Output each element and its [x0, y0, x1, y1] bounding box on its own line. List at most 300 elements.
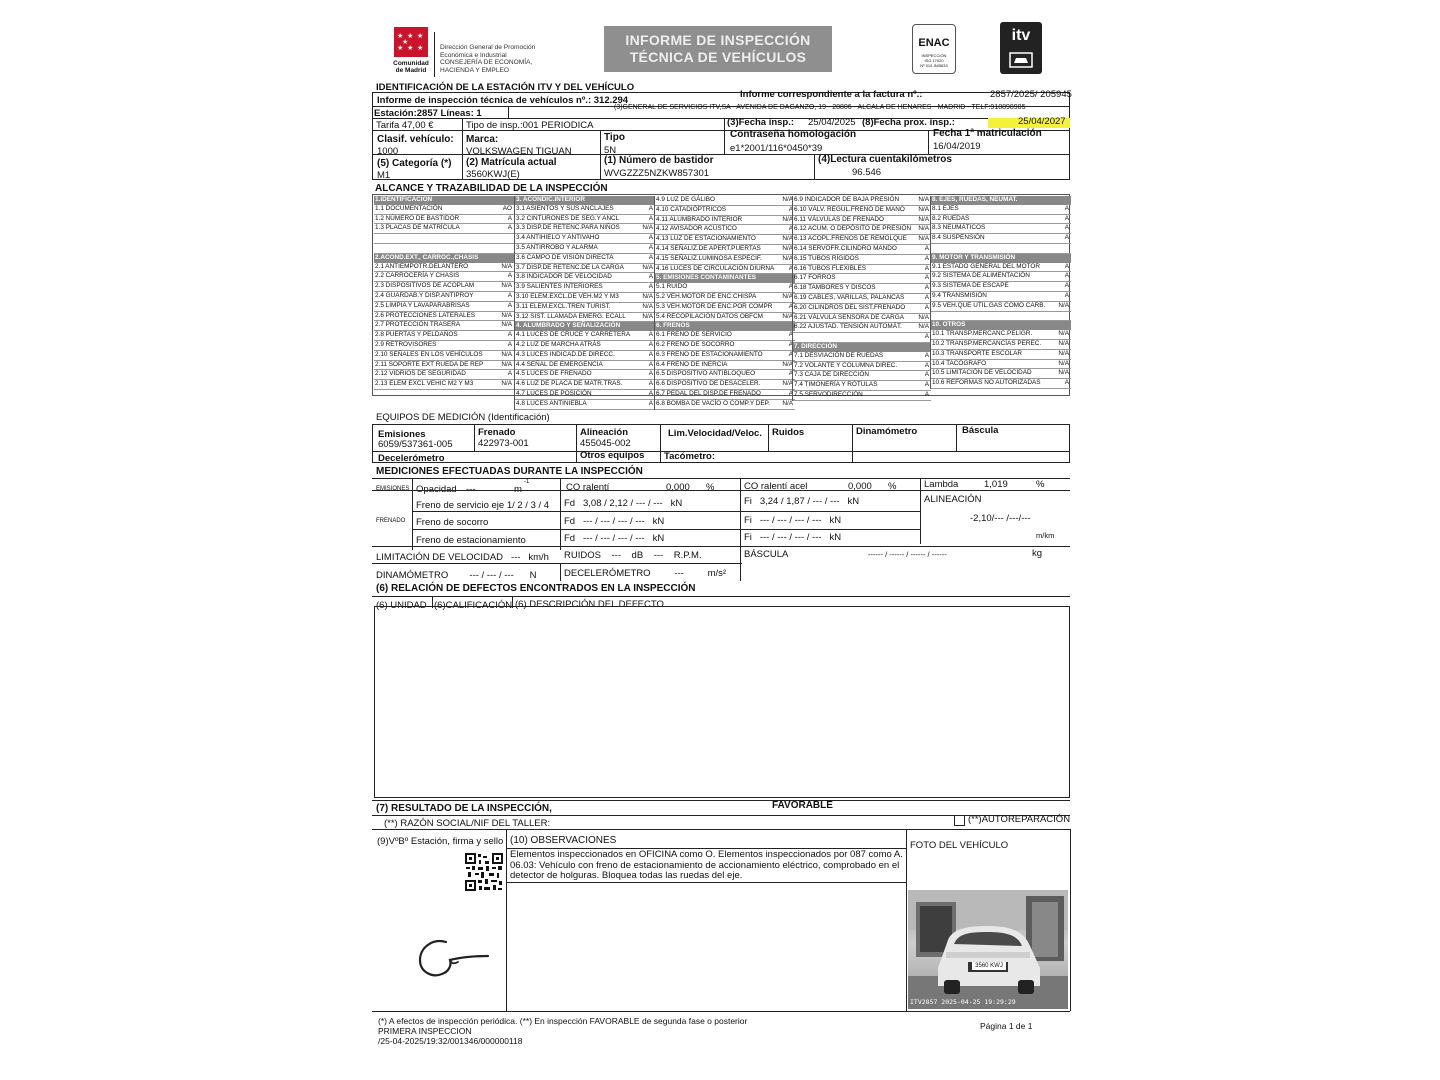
scope-item-label: 7.3 CAJA DE DIRECCIÓN: [794, 371, 869, 379]
scope-item-value: A: [788, 264, 793, 272]
scope-item-value: A: [648, 204, 653, 212]
m-opacidad: ---: [466, 484, 476, 495]
scope-item: [374, 282, 514, 292]
scope-item: [793, 216, 931, 226]
scope-item: [374, 244, 514, 254]
scope-item: [793, 225, 931, 235]
scope-item: [515, 264, 655, 274]
m-limvel: LIMITACIÓN DE VELOCIDAD --- km/h: [376, 552, 549, 563]
category-value: M1: [377, 170, 391, 181]
scope-item-label: 2.6 PROTECCIONES LATERALES: [375, 311, 476, 319]
vehicle-photo: [908, 890, 1068, 1009]
scope-item-label: 1.2 NÚMERO DE BASTIDOR: [375, 214, 460, 222]
scope-item-label: 9.4 TRANSMISIÓN: [932, 291, 987, 299]
scope-item: [374, 292, 514, 302]
m-opacidad-label: Opacidad: [416, 484, 457, 495]
scope-item: [515, 331, 655, 341]
scope-item: [655, 245, 795, 255]
svg-text:★: ★: [397, 44, 404, 52]
scope-item-value: A: [788, 205, 793, 213]
clasif-value: 1000: [377, 146, 399, 157]
scope-item-value: N/A: [918, 313, 929, 321]
odometer-label: (4)Lectura cuentakilómetros: [818, 154, 952, 165]
scope-item-label: 9.5 VEH.QUE UTIL.GAS COMO CARB.: [932, 301, 1046, 309]
scope-item-label: 5.4 RECOPILACIÓN DATOS OBFCM: [656, 312, 764, 320]
report-number: Informe de inspección técnica de vehículos nº.: 312.294: [377, 95, 629, 106]
scope-item: [655, 235, 795, 245]
scope-item-value: N/A: [501, 262, 512, 270]
scope-item-label: 2.13 ELEM EXCL VEHIC M2 Y M3: [375, 380, 474, 388]
m-decelerometro: DECELERÓMETRO --- m/s²: [564, 568, 727, 579]
scope-item: [655, 303, 795, 313]
vb-label: (9)VºBº Estación, firma y sello: [377, 836, 504, 847]
scope-item-label: 2.2 CARROCERÍA Y CHASIS: [375, 272, 460, 280]
next-insp-date: 25/04/2027: [1018, 116, 1066, 127]
scope-item: [655, 400, 795, 410]
scope-item: [655, 206, 795, 216]
m-alineacion: -2,10/--- /---/---: [970, 513, 1031, 524]
eq-frenado: 422973-001: [478, 438, 529, 449]
scope-item-label: 2.5 LIMPIA Y LAVAPARABRISAS: [375, 301, 470, 309]
scope-item-label: 8.2 RUEDAS: [932, 214, 970, 222]
vin-label: (1) Número de bastidor: [604, 155, 714, 166]
scope-section-header: [515, 322, 655, 331]
m-lambda-label: Lambda: [924, 479, 959, 490]
scope-item-label: 4.6 LUZ DE PLACA DE MATR.TRAS.: [516, 380, 623, 388]
scope-item-label: 6.11 VÁLVULAS DE FRENADO: [794, 215, 884, 223]
m-co-label: CO ralentí: [566, 482, 610, 493]
scope-item-label: 4.16 LUCES DE CIRCULACIÓN DIURNA: [656, 264, 775, 272]
scope-item: [515, 273, 655, 283]
invoice-value: 2857/2025/ 205945: [990, 89, 1072, 100]
scope-item: [655, 351, 795, 361]
scope-item: [793, 255, 931, 265]
equipment-title: EQUIPOS DE MEDICIÓN (Identificación): [376, 412, 550, 423]
col-descripcion: (6) DESCRIPCIÓN DEL DEFECTO: [515, 599, 664, 610]
scope-item-value: A: [507, 224, 512, 232]
scope-item: [374, 370, 514, 380]
scope-item: [515, 293, 655, 303]
scope-item-value: N/A: [501, 321, 512, 329]
scope-item-label: 9.1 ESTADO GENERAL DEL MOTOR: [932, 262, 1040, 270]
scope-column: [792, 196, 931, 401]
col-unidad: (6) UNIDAD: [376, 600, 427, 611]
scope-item-value: A: [924, 254, 929, 262]
m-estac-label: Freno de estacionamiento: [416, 535, 526, 546]
scope-item-value: A: [788, 389, 793, 397]
vin-value: WVGZZZ5NZKW857301: [604, 168, 710, 179]
scope-item-label: 4.14 SEÑALIZ.DE APERT.PUERTAS: [656, 244, 761, 252]
scope-item-label: 4.13 LUZ DE ESTACIONAMIENTO: [656, 235, 756, 243]
scope-item: [655, 341, 795, 351]
scope-item: [931, 234, 1071, 244]
itv-logo: itv: [1000, 22, 1042, 74]
scope-item-label: 4.10 CATADIÓPTRICOS: [656, 205, 727, 213]
scope-item-value: A: [1064, 272, 1069, 280]
scope-item-label: 8.3 NEUMÁTICOS: [932, 224, 986, 232]
scope-item: [374, 302, 514, 312]
m-frenado-label: FRENADO: [376, 518, 406, 524]
scope-item-value: A: [788, 225, 793, 233]
scope-item: [374, 215, 514, 225]
scope-item: [374, 341, 514, 351]
scope-item-label: 6.19 CABLES, VARILLAS, PALANCAS: [794, 293, 905, 301]
scope-item: [515, 254, 655, 264]
scope-item: [655, 361, 795, 371]
scope-item: [793, 314, 931, 324]
m-bascula-unit: kg: [1032, 548, 1043, 559]
scope-item-label: 5.3 VEH.MOTOR DE ENC.POR COMPR: [656, 302, 773, 310]
scope-item-value: A: [924, 361, 929, 369]
svg-text:★: ★: [417, 32, 424, 40]
scope-item: [793, 371, 931, 381]
scope-item-value: N/A: [642, 224, 653, 232]
scope-item-label: 7.2 VOLANTE Y COLUMNA DIREC.: [794, 361, 898, 369]
scope-item-value: N/A: [918, 235, 929, 243]
eq-ruidos-label: Ruidos: [772, 427, 805, 438]
scope-item-label: 1.1 DOCUMENTACIÓN: [375, 204, 443, 212]
m-opacidad-unit: m: [514, 484, 522, 495]
scope-item-label: 4.12 AVISADOR ACÚSTICO: [656, 225, 737, 233]
scope-item-value: N/A: [501, 350, 512, 358]
scope-section-header: [515, 196, 655, 205]
scope-section-header: [931, 321, 1071, 330]
m-socorro-fi: Fi --- / --- / --- / --- kN: [744, 515, 842, 526]
scope-item-value: A: [648, 350, 653, 358]
scope-item: [655, 196, 795, 206]
scope-item: [931, 215, 1071, 225]
svg-text:★: ★: [407, 44, 414, 52]
scope-item-value: A: [1064, 262, 1069, 270]
scope-item-value: A: [507, 370, 512, 378]
measurements-title: MEDICIONES EFECTUADAS DURANTE LA INSPECCIÓN: [376, 466, 643, 477]
next-insp-label: (8)Fecha prox. insp.:: [862, 117, 955, 128]
scope-item-value: N/A: [782, 360, 793, 368]
scope-item: [931, 224, 1071, 234]
scope-item: [931, 263, 1071, 273]
eq-dinamometro-label: Dinamómetro: [856, 426, 918, 437]
scope-item-value: N/A: [1058, 359, 1069, 367]
scope-item: [931, 292, 1071, 302]
scope-item-value: N/A: [1058, 369, 1069, 377]
scope-item-label: 3.8 INDICADOR DE VELOCIDAD: [516, 273, 612, 281]
scope-item: [374, 205, 514, 215]
scope-section-header: [931, 196, 1071, 205]
scope-item-label: 2.ACOND.EXT., CARROC.,CHASIS: [375, 253, 479, 261]
registration-date: 16/04/2019: [933, 141, 981, 152]
scope-item-label: 6.21 VÁLVULA SENSORA DE CARGA: [794, 313, 904, 321]
scope-item-value: A: [788, 283, 793, 291]
scope-column: [514, 196, 655, 410]
scope-item: [793, 333, 931, 343]
m-socorro-fd: Fd --- / --- / --- / --- kN: [564, 516, 665, 527]
scope-item-value: A: [924, 293, 929, 301]
observations-text: Elementos inspeccionados en OFICINA como O. Elementos inspeccionados por 087 como A. 06.03: Vehículo con freno de estacionamiento de accionamiento eléctrico, comprobado en el detector de holguras. Bloquea todas las ruedas del eje.: [510, 849, 903, 881]
inspection-type: Tipo de insp.:001 PERIODICA: [466, 120, 594, 131]
homolog-label: Contraseña homologación: [730, 129, 857, 140]
scope-item: [793, 206, 931, 216]
scope-item: [655, 255, 795, 265]
svg-text:★: ★: [402, 38, 409, 46]
scope-item-label: 4.11 ALUMBRADO INTERIOR: [656, 215, 743, 223]
scope-item: [793, 265, 931, 275]
scope-item: [931, 369, 1071, 379]
m-servicio-label: Freno de servicio eje 1/ 2 / 3 / 4: [416, 500, 550, 511]
scope-item-label: 2.1 ANTIEMPOTR.DELANTERO: [375, 262, 469, 270]
scope-item-label: 3.11 ELEM.EXCL.TREN TURIST.: [516, 302, 611, 310]
eq-limvel-label: Lim.Velocidad/Veloc.: [668, 428, 762, 439]
scope-item: [374, 224, 514, 234]
footer-code: /25-04-2025/19:32/001346/000000118: [378, 1036, 523, 1046]
scope-item-value: A: [648, 273, 653, 281]
insp-date-label: (3)Fecha insp.:: [727, 117, 795, 128]
m-socorro-label: Freno de socorro: [416, 517, 489, 528]
scope-item-label: 6.6 DISPOSITIVO DE DESACELER.: [656, 380, 761, 388]
brand-label: Marca:: [466, 134, 499, 145]
scope-item-value: A: [507, 272, 512, 280]
scope-item-label: 3.12 SIST. LLAMADA EMERG. ECALL: [516, 312, 626, 320]
scope-item-label: 3.3 DISP.DE RETENC.PARA NIÑOS: [516, 224, 620, 232]
signature-icon: [412, 934, 492, 982]
scope-item-label: 3.7 DISP.DE RETENC.DE LA CARGA: [516, 263, 624, 271]
m-co-unit: %: [706, 482, 715, 493]
scope-item: [515, 303, 655, 313]
car-icon: [1009, 52, 1033, 68]
m-co-acel-unit: %: [888, 481, 897, 492]
scope-item-value: A: [924, 381, 929, 389]
scope-item-value: N/A: [1058, 330, 1069, 338]
m-lambda: 1,019: [984, 479, 1008, 490]
result-label: (7) RESULTADO DE LA INSPECCIÓN,: [376, 803, 552, 814]
eq-alineacion: 455045-002: [580, 438, 631, 449]
scope-item-label: 10.1 TRANSP.MERCANC.PELIGR.: [932, 330, 1033, 338]
scope-item-label: 3. ACONDIC.INTERIOR: [516, 196, 585, 203]
scope-item-label: 6.7 PEDAL DEL DISP.DE FRENADO: [656, 389, 761, 397]
scope-item-label: 3.1 ASIENTOS Y SUS ANCLAJES: [516, 204, 614, 212]
m-ruidos: RUIDOS --- dB --- R.P.M.: [564, 550, 702, 561]
scope-item-value: N/A: [918, 323, 929, 331]
scope-item-label: 9.3 SISTEMA DE ESCAPE: [932, 282, 1009, 290]
scope-item: [931, 379, 1071, 389]
scope-item-value: N/A: [918, 205, 929, 213]
scope-item-label: 2.8 PUERTAS Y PELDAÑOS: [375, 331, 458, 339]
scope-item-value: A: [648, 399, 653, 407]
eq-tacometro-label: Tacómetro:: [664, 451, 716, 462]
scope-item-value: N/A: [782, 292, 793, 300]
scope-item-value: A: [924, 333, 929, 341]
scope-item: [793, 284, 931, 294]
scope-item-value: A: [788, 370, 793, 378]
scope-item-value: A: [507, 340, 512, 348]
photo-label: FOTO DEL VEHÍCULO: [910, 840, 1009, 851]
m-co: 0,000: [666, 482, 690, 493]
scope-item-label: 2.10 SEÑALES EN LOS VEHÍCULOS: [375, 350, 483, 358]
scope-item-label: 9. MOTOR Y TRANSMISIÓN: [932, 253, 1016, 261]
col-calificacion: (6)CALIFICACIÓN: [434, 600, 513, 611]
autoreparacion-label: (**)AUTOREPARACIÓN: [968, 814, 1071, 825]
m-emisiones-label: EMISIONES: [376, 486, 410, 492]
homolog-value: e1*2001/116*0450*39: [730, 143, 823, 154]
scope-section-header: [655, 274, 795, 283]
scope-item-label: 4.7 LUCES DE POSICIÓN: [516, 389, 592, 397]
m-co-acel-label: CO ralentí acel: [744, 481, 808, 492]
scope-item-label: 6.17 FORROS: [794, 274, 836, 282]
clasif-label: Clasif. vehículo:: [377, 134, 454, 145]
scope-item-value: A: [788, 340, 793, 348]
scope-item-label: 1.IDENTIFICACIÓN: [375, 196, 433, 203]
scope-item: [515, 224, 655, 234]
scope-item-label: 6.15 TUBOS RÍGIDOS: [794, 254, 859, 262]
scope-item-value: N/A: [501, 311, 512, 319]
m-lambda-unit: %: [1036, 479, 1045, 490]
scope-item: [655, 390, 795, 400]
scope-item: [793, 274, 931, 284]
scope-item-label: 7.4 TIMONERÍA Y RÓTULAS: [794, 381, 878, 389]
qr-code-icon: [464, 852, 504, 892]
station-lines: Estación:2857 Líneas: 1: [374, 108, 482, 119]
scope-item-label: 4.3 LUCES INDICAD.DE DIRECC.: [516, 350, 615, 358]
m-estac-fi: Fi --- / --- / --- / --- kN: [744, 532, 842, 543]
scope-item: [515, 351, 655, 361]
scope-item-label: 5.1 RUIDO: [656, 283, 688, 291]
scope-item: [374, 331, 514, 341]
scope-item-value: A: [648, 340, 653, 348]
scope-item-value: N/A: [782, 215, 793, 223]
org-lines: Dirección General de Promoción Económica e Industrial CONSEJERÍA DE ECONOMÍA, HACIENDA Y EMPLEO: [440, 44, 536, 74]
scope-item: [374, 321, 514, 331]
scope-item-label: 7.5 SERVODIRECCIÓN: [794, 390, 863, 398]
scope-section-header: [931, 254, 1071, 263]
scope-item: [515, 361, 655, 371]
scope-item: [515, 341, 655, 351]
scope-item-value: N/A: [1058, 339, 1069, 347]
scope-item-value: A: [1064, 214, 1069, 222]
scope-item-label: 6.14 SERVOFR.CILINDRO MANDO: [794, 244, 897, 252]
scope-item-value: A: [648, 389, 653, 397]
photo-plate: 3560 KWJ: [972, 962, 1006, 970]
scope-item-label: 2.12 VIDRIOS DE SEGURIDAD: [375, 370, 466, 378]
scope-item: [374, 263, 514, 273]
scope-item: [655, 370, 795, 380]
scope-item-value: N/A: [782, 399, 793, 407]
scope-item-label: 5. EMISIONES CONTAMINANTES: [656, 274, 757, 282]
station-section-title: IDENTIFICACIÓN DE LA ESTACIÓN ITV Y DEL VEHÍCULO: [376, 82, 635, 93]
scope-column: [654, 196, 795, 410]
m-estac-fd: Fd --- / --- / --- / --- kN: [564, 533, 665, 544]
scope-item: [793, 196, 931, 206]
eq-emisiones: 6059/537361-005: [378, 439, 453, 450]
observations-title: (10) OBSERVACIONES: [510, 835, 617, 846]
scope-item: [515, 205, 655, 215]
m-opacidad-exp: -1: [524, 479, 530, 485]
scope-item-value: A: [924, 303, 929, 311]
scope-item-value: A: [1064, 204, 1069, 212]
scope-title: ALCANCE Y TRAZABILIDAD DE LA INSPECCIÓN: [375, 183, 608, 194]
scope-item-value: A: [648, 380, 653, 388]
scope-item: [931, 360, 1071, 370]
defects-area: [374, 606, 1070, 798]
scope-item-value: A: [648, 253, 653, 261]
scope-item-label: 10.5 LIMITACIÓN DE VELOCIDAD: [932, 369, 1032, 377]
svg-text:★: ★: [417, 44, 424, 52]
scope-item: [793, 294, 931, 304]
scope-item: [515, 380, 655, 390]
scope-item-value: AO: [502, 204, 512, 212]
scope-item-value: A: [648, 331, 653, 339]
footer-primera: PRIMERA INSPECCION: [378, 1026, 472, 1036]
scope-column: [374, 196, 514, 390]
scope-item: [515, 313, 655, 323]
scope-item-value: A: [1064, 379, 1069, 387]
scope-item: [515, 215, 655, 225]
scope-item: [374, 312, 514, 322]
scope-item: [793, 362, 931, 372]
m-alineacion-label: ALINEACIÓN: [924, 494, 982, 505]
plate-value: 3560KWJ(E): [466, 169, 520, 180]
scope-item: [655, 216, 795, 226]
scope-item-label: 6.20 CILINDROS DEL SIST.FRENADO: [794, 303, 906, 311]
autoreparacion-checkbox[interactable]: [954, 815, 965, 826]
scope-item-label: 6.22 AJUSTAD. TENSIÓN AUTOMÁT.: [794, 323, 902, 331]
scope-section-header: [374, 254, 514, 263]
scope-item-value: A: [1064, 234, 1069, 242]
scope-item-label: 10.4 TACÓGRAFO: [932, 359, 987, 367]
scope-item-value: A: [648, 283, 653, 291]
scope-item-value: N/A: [642, 302, 653, 310]
org-region: Comunidad de Madrid: [393, 60, 429, 74]
scope-item: [793, 235, 931, 245]
scope-section-header: [374, 196, 514, 205]
scope-item: [515, 370, 655, 380]
station-company: (3)GENERAL DE SERVICIOS ITV,SA - AVENIDA DE DAGANZO, 19 - 28806 - ALCALA DE HENARES - MADRID - TELF:918898985: [614, 104, 1026, 111]
scope-item-label: 3.10 ELEM.EXCL.DE VEH.M2 Y M3: [516, 292, 619, 300]
m-servicio-fi: Fi 3,24 / 1,87 / --- / --- kN: [744, 496, 860, 507]
scope-item: [793, 245, 931, 255]
scope-item: [515, 244, 655, 254]
m-co-acel: 0,000: [848, 481, 872, 492]
result-value: FAVORABLE: [772, 800, 833, 811]
scope-item-label: 6.3 FRENO DE ESTACIONAMIENTO: [656, 350, 763, 358]
scope-item: [374, 380, 514, 390]
scope-item-label: 2.9 RETROVISORES: [375, 340, 437, 348]
scope-item: [793, 323, 931, 333]
scope-item-value: A: [924, 351, 929, 359]
scope-item: [515, 283, 655, 293]
scope-item-label: 6.4 FRENO DE INERCIA: [656, 360, 728, 368]
scope-item-value: N/A: [918, 196, 929, 203]
enac-logo: ENAC INSPECCIÓN ISO 17020 Nº 01/I-IN/5833: [912, 24, 956, 74]
scope-item-label: 4.4 SEÑAL DE EMERGENCIA: [516, 360, 603, 368]
insp-date: 25/04/2025: [808, 117, 856, 128]
scope-item-label: 6. FRENOS: [656, 322, 690, 330]
scope-item-label: 7.1 DESVIACIÓN DE RUEDAS: [794, 351, 884, 359]
scope-item: [931, 302, 1071, 312]
scope-item: [931, 330, 1071, 340]
scope-item: [931, 272, 1071, 282]
scope-item: [515, 400, 655, 410]
scope-item-value: A: [788, 350, 793, 358]
footer-note: (*) A efectos de inspección periódica. (**) En inspección FAVORABLE de segunda fase o posterior: [378, 1016, 748, 1026]
scope-item: [374, 234, 514, 244]
scope-item: [793, 381, 931, 391]
scope-item-value: N/A: [1058, 349, 1069, 357]
scope-item: [655, 380, 795, 390]
scope-item: [655, 313, 795, 323]
scope-item: [793, 304, 931, 314]
scope-item-value: A: [507, 214, 512, 222]
scope-item-value: A: [1064, 282, 1069, 290]
scope-item-value: A: [648, 370, 653, 378]
